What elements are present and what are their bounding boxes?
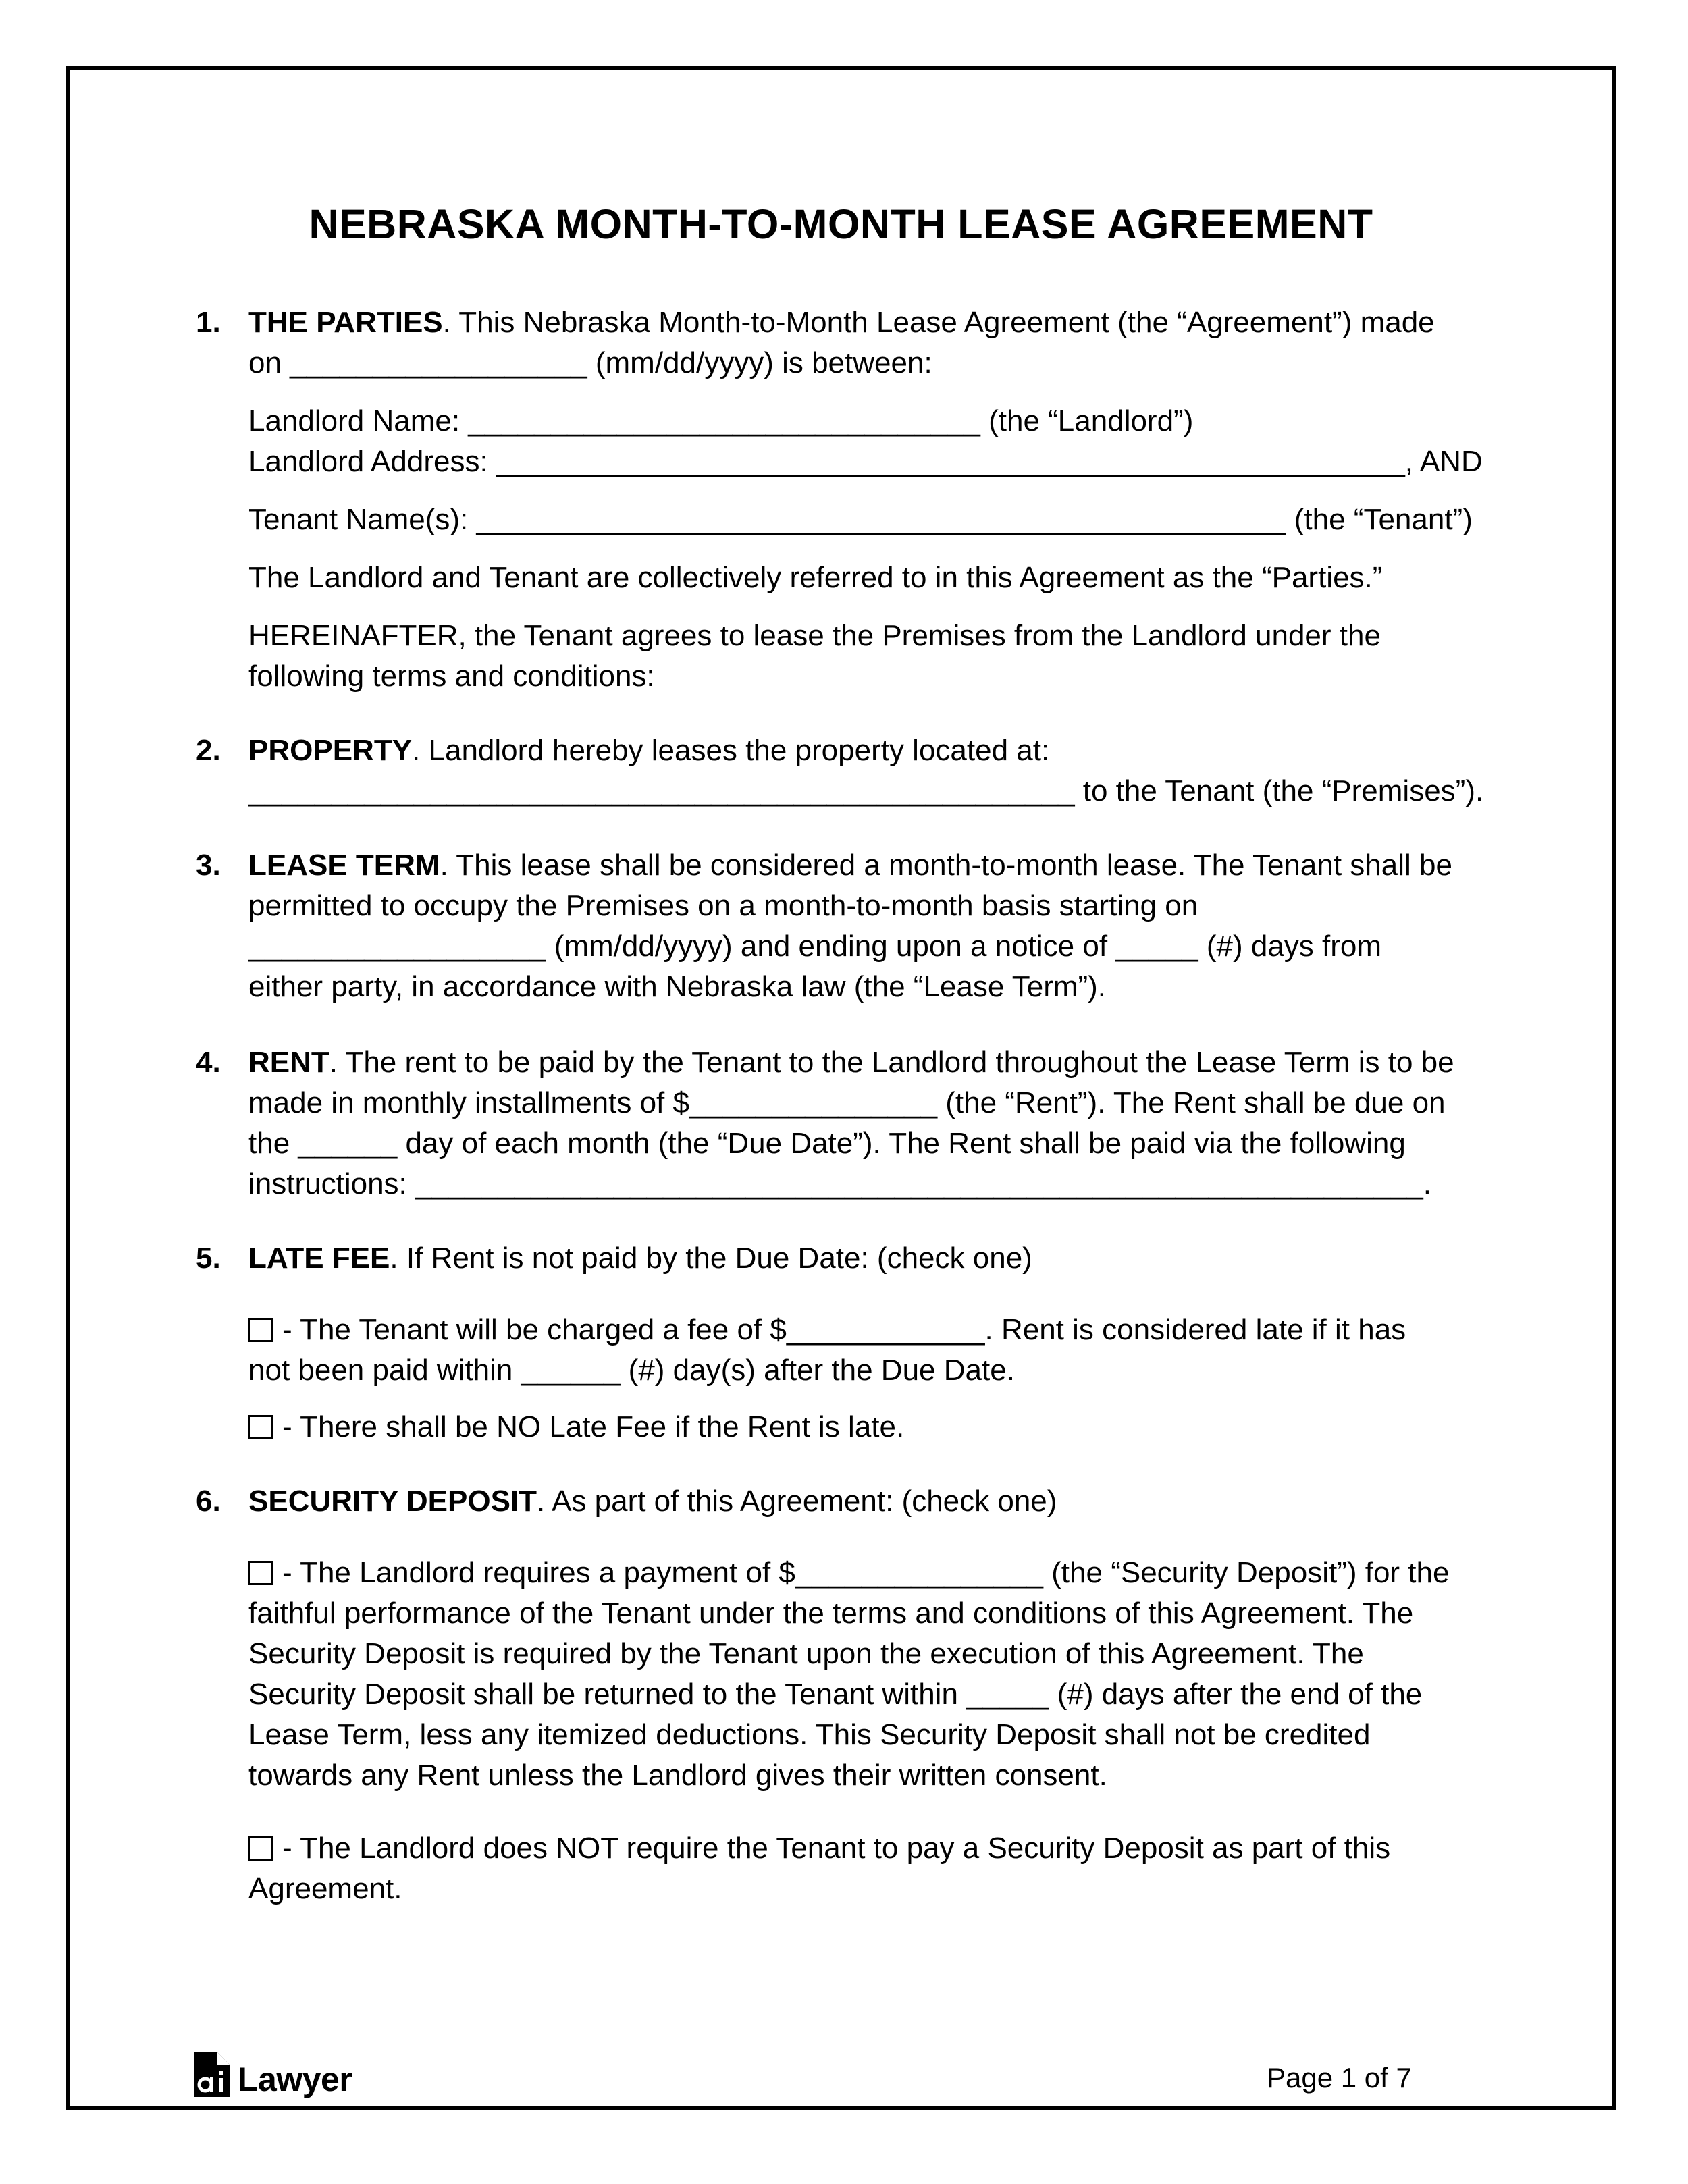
lease-start-notice-field[interactable]: __________________ (mm/dd/yyyy) and ending upon a notice of _____ (#) days from	[248, 930, 1382, 963]
section-text-run: . If Rent is not paid by the Due Date: (check one)	[390, 1242, 1032, 1275]
section-number: 1.	[196, 306, 221, 339]
section-text-run: . This lease shall be considered a month-to-month lease. The Tenant shall be	[440, 849, 1452, 882]
option-text: towards any Rent unless the Landlord gives their written consent.	[248, 1759, 1107, 1792]
option-text: - The Landlord does NOT require the Tenant to pay a Security Deposit as part of this	[282, 1832, 1391, 1865]
no-late-fee-option	[248, 1407, 1512, 1447]
option-text: Security Deposit is required by the Tenant upon the execution of this Agreement. The	[248, 1637, 1364, 1670]
rent-amount-field[interactable]: made in monthly installments of $_______________ (the “Rent”). The Rent shall be due on	[248, 1086, 1446, 1119]
option-text: Lease Term, less any itemized deductions. This Security Deposit shall not be credited	[248, 1718, 1371, 1751]
tenant-names-field[interactable]: Tenant Name(s): _________________________________________________ (the “Tenant”)	[248, 503, 1473, 536]
section-heading: RENT	[248, 1046, 329, 1079]
ailawyer-logo	[190, 2040, 352, 2098]
section-heading: SECURITY DEPOSIT	[248, 1485, 537, 1518]
option-text: - The Tenant will be charged a fee of $____________. Rent is considered late if it has	[282, 1313, 1406, 1346]
section-text	[248, 1481, 1512, 1522]
section-text-run: . Landlord hereby leases the property located at:	[412, 734, 1050, 767]
section-lease-term	[196, 845, 1512, 1007]
document-title: NEBRASKA MONTH-TO-MONTH LEASE AGREEMENT	[309, 201, 1373, 247]
section-text: either party, in accordance with Nebraska law (the “Lease Term”).	[248, 970, 1107, 1003]
late-fee-days-field[interactable]: not been paid within ______ (#) day(s) after the Due Date.	[248, 1354, 1015, 1387]
section-text: permitted to occupy the Premises on a month-to-month basis starting on	[248, 889, 1198, 922]
option-text: Agreement.	[248, 1872, 402, 1905]
deposit-required-checkbox[interactable]	[248, 1561, 273, 1585]
section-text	[248, 730, 1512, 771]
document-body	[196, 302, 1512, 1909]
landlord-address-field[interactable]: Landlord Address: _______________________________________________________, AND	[248, 445, 1483, 478]
section-text-run: . The rent to be paid by the Tenant to the Landlord throughout the Lease Term is to be	[329, 1046, 1454, 1079]
deposit-return-days-field[interactable]: Security Deposit shall be returned to the Tenant within _____ (#) days after the end of the	[248, 1678, 1423, 1711]
section-security-deposit	[196, 1481, 1512, 1909]
option-text: faithful performance of the Tenant under the terms and conditions of this Agreement. The	[248, 1597, 1414, 1630]
section-rent	[196, 1042, 1512, 1204]
option-text: - The Landlord requires a payment of $_______________ (the “Security Deposit”) for the	[282, 1556, 1450, 1589]
hereinafter-text: HEREINAFTER, the Tenant agrees to lease the Premises from the Landlord under the	[248, 619, 1381, 652]
parties-definition: The Landlord and Tenant are collectively referred to in this Agreement as the “Parties.”	[248, 561, 1383, 594]
section-number: 6.	[196, 1485, 221, 1518]
section-heading: THE PARTIES	[248, 306, 443, 339]
effective-date-field[interactable]: on __________________ (mm/dd/yyyy) is between:	[248, 346, 932, 379]
section-text	[248, 302, 1512, 343]
landlord-name-field[interactable]: Landlord Name: _______________________________ (the “Landlord”)	[248, 404, 1194, 437]
page-number: Page 1 of 7	[1267, 2062, 1412, 2094]
logo-text: Lawyer	[238, 2060, 352, 2098]
deposit-required-option	[248, 1553, 1512, 1593]
section-text-run: . As part of this Agreement: (check one)	[537, 1485, 1057, 1518]
late-fee-charged-checkbox[interactable]	[248, 1318, 273, 1342]
section-heading: LEASE TERM	[248, 849, 440, 882]
no-deposit-checkbox[interactable]	[248, 1836, 273, 1861]
due-day-field[interactable]: the ______ day of each month (the “Due Date”). The Rent shall be paid via the following	[248, 1127, 1406, 1160]
section-heading: PROPERTY	[248, 734, 413, 767]
option-text: - There shall be NO Late Fee if the Rent is late.	[282, 1410, 905, 1443]
section-text	[248, 1238, 1512, 1279]
payment-instructions-field[interactable]: instructions: _____________________________________________________________.	[248, 1167, 1431, 1200]
section-text-run: . This Nebraska Month-to-Month Lease Agreement (the “Agreement”) made	[442, 306, 1435, 339]
hereinafter-text: following terms and conditions:	[248, 660, 655, 693]
property-address-field[interactable]: __________________________________________________ to the Tenant (the “Premises”).	[248, 774, 1484, 807]
section-text	[248, 845, 1512, 886]
section-parties	[196, 302, 1512, 697]
logo-mark-icon	[190, 2044, 232, 2098]
section-late-fee	[196, 1238, 1512, 1447]
section-number: 5.	[196, 1242, 221, 1275]
section-number: 2.	[196, 734, 221, 767]
section-heading: LATE FEE	[248, 1242, 390, 1275]
section-number: 4.	[196, 1046, 221, 1079]
no-late-fee-checkbox[interactable]	[248, 1415, 273, 1439]
section-text	[248, 1042, 1512, 1083]
section-number: 3.	[196, 849, 221, 882]
late-fee-option	[248, 1310, 1512, 1350]
section-property	[196, 730, 1512, 811]
no-deposit-option	[248, 1828, 1512, 1869]
